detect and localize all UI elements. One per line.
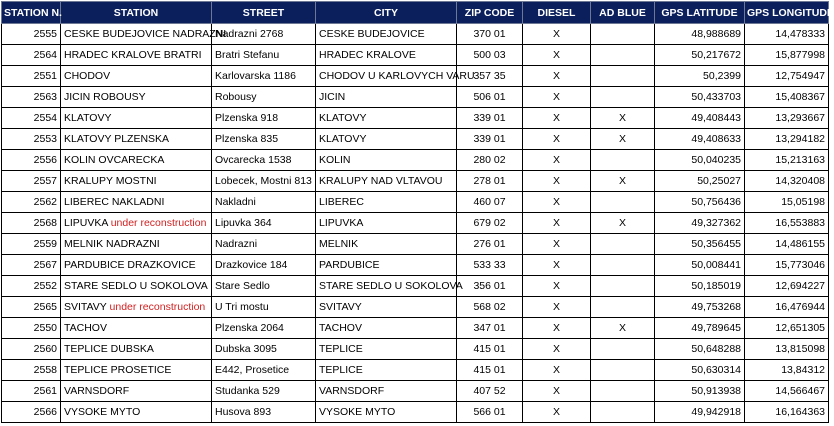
cell-adblue[interactable] xyxy=(591,297,655,318)
cell-street[interactable]: Lipuvka 364 xyxy=(212,213,316,234)
header-row xyxy=(2,2,829,24)
header-adblue[interactable]: AD BLUE xyxy=(591,2,655,24)
station-name: TEPLICE PROSETICE xyxy=(64,364,172,376)
cell-station[interactable] xyxy=(61,129,212,150)
cell-station-no[interactable]: 2568 xyxy=(2,213,61,234)
cell-city[interactable]: PARDUBICE xyxy=(316,255,457,276)
cell-adblue[interactable] xyxy=(591,150,655,171)
cell-adblue[interactable]: X xyxy=(591,213,655,234)
cell-gps-latitude[interactable]: 49,753268 xyxy=(655,297,745,318)
cell-zip[interactable]: 339 01 xyxy=(457,129,523,150)
cell-station[interactable] xyxy=(61,234,212,255)
cell-city[interactable]: TACHOV xyxy=(316,318,457,339)
table-row xyxy=(2,381,829,402)
cell-city[interactable]: KRALUPY NAD VLTAVOU xyxy=(316,171,457,192)
station-name: STARE SEDLO U SOKOLOVA xyxy=(64,280,208,292)
cell-gps-latitude[interactable]: 49,408443 xyxy=(655,108,745,129)
cell-diesel[interactable]: X xyxy=(523,318,591,339)
cell-diesel[interactable]: X xyxy=(523,276,591,297)
cell-city[interactable]: JICIN xyxy=(316,87,457,108)
cell-street[interactable]: Husova 893 xyxy=(212,402,316,423)
cell-city[interactable]: MELNIK xyxy=(316,234,457,255)
cell-diesel[interactable]: X xyxy=(523,66,591,87)
cell-gps-longitude[interactable]: 13,84312 xyxy=(745,360,829,381)
cell-station[interactable] xyxy=(61,45,212,66)
cell-station-no[interactable]: 2562 xyxy=(2,192,61,213)
cell-diesel[interactable]: X xyxy=(523,192,591,213)
cell-gps-longitude[interactable]: 15,877998 xyxy=(745,45,829,66)
station-name: KRALUPY MOSTNI xyxy=(64,175,157,187)
cell-diesel[interactable]: X xyxy=(523,129,591,150)
station-name: TEPLICE DUBSKA xyxy=(64,343,154,355)
cell-gps-latitude[interactable]: 49,942918 xyxy=(655,402,745,423)
cell-street[interactable]: Bratri Stefanu xyxy=(212,45,316,66)
station-name: SVITAVY xyxy=(64,301,107,313)
cell-station[interactable] xyxy=(61,108,212,129)
station-name: KLATOVY xyxy=(64,112,112,124)
header-gps-longitude[interactable]: GPS LONGITUDE xyxy=(745,2,829,24)
cell-zip[interactable]: 357 35 xyxy=(457,66,523,87)
table-row xyxy=(2,234,829,255)
cell-gps-latitude[interactable]: 49,408633 xyxy=(655,129,745,150)
cell-street[interactable]: Nadrazni 2768 xyxy=(212,24,316,45)
cell-adblue[interactable] xyxy=(591,234,655,255)
cell-street[interactable]: Studanka 529 xyxy=(212,381,316,402)
table-row xyxy=(2,87,829,108)
cell-zip[interactable]: 566 01 xyxy=(457,402,523,423)
station-name: CESKE BUDEJOVICE NADRAZNI xyxy=(64,28,227,40)
cell-adblue[interactable] xyxy=(591,360,655,381)
cell-gps-longitude[interactable]: 15,773046 xyxy=(745,255,829,276)
cell-adblue[interactable] xyxy=(591,381,655,402)
cell-station-no[interactable]: 2557 xyxy=(2,171,61,192)
cell-station-no[interactable]: 2567 xyxy=(2,255,61,276)
cell-city[interactable]: LIPUVKA xyxy=(316,213,457,234)
cell-gps-latitude[interactable]: 50,356455 xyxy=(655,234,745,255)
cell-street[interactable]: Robousy xyxy=(212,87,316,108)
station-name: PARDUBICE DRAZKOVICE xyxy=(64,259,196,271)
cell-gps-longitude[interactable]: 14,566467 xyxy=(745,381,829,402)
cell-diesel[interactable]: X xyxy=(523,381,591,402)
cell-gps-longitude[interactable]: 12,754947 xyxy=(745,66,829,87)
cell-adblue[interactable] xyxy=(591,339,655,360)
cell-gps-latitude[interactable]: 50,25027 xyxy=(655,171,745,192)
cell-zip[interactable]: 506 01 xyxy=(457,87,523,108)
header-station[interactable]: STATION xyxy=(61,2,212,24)
station-name: LIBEREC NAKLADNI xyxy=(64,196,165,208)
station-name: VYSOKE MYTO xyxy=(64,406,141,418)
cell-diesel[interactable]: X xyxy=(523,297,591,318)
table-row xyxy=(2,339,829,360)
header-street[interactable]: STREET xyxy=(212,2,316,24)
cell-gps-latitude[interactable]: 50,648288 xyxy=(655,339,745,360)
table-row xyxy=(2,402,829,423)
cell-station[interactable] xyxy=(61,402,212,423)
cell-station-no[interactable]: 2563 xyxy=(2,87,61,108)
cell-zip[interactable]: 356 01 xyxy=(457,276,523,297)
cell-station[interactable] xyxy=(61,192,212,213)
cell-street[interactable]: U Tri mostu xyxy=(212,297,316,318)
cell-zip[interactable]: 370 01 xyxy=(457,24,523,45)
cell-gps-longitude[interactable]: 13,293667 xyxy=(745,108,829,129)
station-name: HRADEC KRALOVE BRATRI xyxy=(64,49,202,61)
cell-gps-longitude[interactable]: 16,476944 xyxy=(745,297,829,318)
cell-station-no[interactable]: 2566 xyxy=(2,402,61,423)
cell-zip[interactable]: 280 02 xyxy=(457,150,523,171)
cell-city[interactable]: KLATOVY xyxy=(316,108,457,129)
cell-city[interactable]: HRADEC KRALOVE xyxy=(316,45,457,66)
table-row xyxy=(2,150,829,171)
cell-zip[interactable]: 568 02 xyxy=(457,297,523,318)
cell-station[interactable] xyxy=(61,150,212,171)
cell-street[interactable]: Lobecek, Mostni 813 xyxy=(212,171,316,192)
cell-station[interactable] xyxy=(61,87,212,108)
cell-street[interactable]: Plzenska 2064 xyxy=(212,318,316,339)
cell-zip[interactable]: 415 01 xyxy=(457,360,523,381)
cell-station-no[interactable]: 2559 xyxy=(2,234,61,255)
cell-gps-longitude[interactable]: 13,294182 xyxy=(745,129,829,150)
cell-adblue[interactable] xyxy=(591,192,655,213)
cell-station[interactable] xyxy=(61,276,212,297)
table-row xyxy=(2,318,829,339)
cell-station-no[interactable]: 2555 xyxy=(2,24,61,45)
cell-zip[interactable]: 500 03 xyxy=(457,45,523,66)
cell-station-no[interactable]: 2565 xyxy=(2,297,61,318)
cell-gps-latitude[interactable]: 50,217672 xyxy=(655,45,745,66)
cell-station[interactable] xyxy=(61,66,212,87)
cell-station-no[interactable]: 2556 xyxy=(2,150,61,171)
cell-zip[interactable]: 276 01 xyxy=(457,234,523,255)
cell-station-no[interactable]: 2554 xyxy=(2,108,61,129)
cell-gps-longitude[interactable]: 12,651305 xyxy=(745,318,829,339)
cell-station[interactable] xyxy=(61,297,212,318)
header-city[interactable]: CITY xyxy=(316,2,457,24)
cell-gps-latitude[interactable]: 50,756436 xyxy=(655,192,745,213)
cell-city[interactable]: CHODOV U KARLOVYCH VARU xyxy=(316,66,457,87)
header-zip[interactable]: ZIP CODE xyxy=(457,2,523,24)
cell-station[interactable] xyxy=(61,381,212,402)
cell-gps-latitude[interactable]: 50,913938 xyxy=(655,381,745,402)
header-station-no[interactable]: STATION N. xyxy=(2,2,61,24)
cell-diesel[interactable]: X xyxy=(523,234,591,255)
cell-street[interactable]: Dubska 3095 xyxy=(212,339,316,360)
cell-gps-longitude[interactable]: 15,408367 xyxy=(745,87,829,108)
station-name: JICIN ROBOUSY xyxy=(64,91,146,103)
cell-station-no[interactable]: 2560 xyxy=(2,339,61,360)
cell-city[interactable]: LIBEREC xyxy=(316,192,457,213)
table-row xyxy=(2,66,829,87)
cell-station[interactable] xyxy=(61,255,212,276)
cell-station-no[interactable]: 2561 xyxy=(2,381,61,402)
cell-gps-latitude[interactable]: 50,433703 xyxy=(655,87,745,108)
cell-diesel[interactable]: X xyxy=(523,360,591,381)
cell-gps-latitude[interactable]: 50,185019 xyxy=(655,276,745,297)
cell-station[interactable] xyxy=(61,213,212,234)
cell-diesel[interactable]: X xyxy=(523,24,591,45)
cell-gps-longitude[interactable]: 13,815098 xyxy=(745,339,829,360)
table-row xyxy=(2,213,829,234)
table-row xyxy=(2,24,829,45)
cell-gps-latitude[interactable]: 49,789645 xyxy=(655,318,745,339)
table-row xyxy=(2,360,829,381)
cell-street[interactable]: Plzenska 835 xyxy=(212,129,316,150)
station-name: TACHOV xyxy=(64,322,107,334)
table-row xyxy=(2,192,829,213)
cell-diesel[interactable]: X xyxy=(523,402,591,423)
cell-street[interactable]: Nadrazni xyxy=(212,234,316,255)
cell-adblue[interactable]: X xyxy=(591,108,655,129)
cell-city[interactable]: TEPLICE xyxy=(316,339,457,360)
cell-diesel[interactable]: X xyxy=(523,213,591,234)
stations-table xyxy=(1,1,834,423)
cell-city[interactable]: KOLIN xyxy=(316,150,457,171)
cell-street[interactable]: Drazkovice 184 xyxy=(212,255,316,276)
cell-city[interactable]: CESKE BUDEJOVICE xyxy=(316,24,457,45)
cell-gps-longitude[interactable]: 12,694227 xyxy=(745,276,829,297)
cell-adblue[interactable] xyxy=(591,276,655,297)
table-row xyxy=(2,171,829,192)
cell-street[interactable]: Karlovarska 1186 xyxy=(212,66,316,87)
header-diesel[interactable]: DIESEL xyxy=(523,2,591,24)
cell-adblue[interactable] xyxy=(591,24,655,45)
cell-street[interactable]: Stare Sedlo xyxy=(212,276,316,297)
table-row xyxy=(2,297,829,318)
cell-diesel[interactable]: X xyxy=(523,45,591,66)
cell-street[interactable]: Nakladni xyxy=(212,192,316,213)
station-name: CHODOV xyxy=(64,70,111,82)
cell-adblue[interactable] xyxy=(591,402,655,423)
cell-street[interactable]: E442, Prosetice xyxy=(212,360,316,381)
cell-gps-latitude[interactable]: 50,2399 xyxy=(655,66,745,87)
cell-gps-longitude[interactable]: 15,213163 xyxy=(745,150,829,171)
table-body xyxy=(2,24,829,423)
cell-gps-longitude[interactable]: 14,486155 xyxy=(745,234,829,255)
cell-zip[interactable]: 347 01 xyxy=(457,318,523,339)
cell-station-no[interactable]: 2552 xyxy=(2,276,61,297)
cell-street[interactable]: Plzenska 918 xyxy=(212,108,316,129)
cell-zip[interactable]: 460 07 xyxy=(457,192,523,213)
cell-city[interactable]: TEPLICE xyxy=(316,360,457,381)
cell-station-no[interactable]: 2558 xyxy=(2,360,61,381)
cell-adblue[interactable] xyxy=(591,255,655,276)
cell-diesel[interactable]: X xyxy=(523,150,591,171)
cell-gps-latitude[interactable]: 50,008441 xyxy=(655,255,745,276)
cell-zip[interactable]: 407 52 xyxy=(457,381,523,402)
cell-diesel[interactable]: X xyxy=(523,171,591,192)
cell-zip[interactable]: 339 01 xyxy=(457,108,523,129)
cell-city[interactable]: VYSOKE MYTO xyxy=(316,402,457,423)
cell-street[interactable]: Ovcarecka 1538 xyxy=(212,150,316,171)
cell-station-no[interactable]: 2553 xyxy=(2,129,61,150)
cell-city[interactable]: VARNSDORF xyxy=(316,381,457,402)
station-name: KLATOVY PLZENSKA xyxy=(64,133,170,145)
station-name: VARNSDORF xyxy=(64,385,130,397)
table-row xyxy=(2,108,829,129)
cell-station[interactable] xyxy=(61,318,212,339)
cell-gps-longitude[interactable]: 14,320408 xyxy=(745,171,829,192)
cell-diesel[interactable]: X xyxy=(523,87,591,108)
table-row xyxy=(2,255,829,276)
cell-station-no[interactable]: 2550 xyxy=(2,318,61,339)
cell-station-no[interactable]: 2564 xyxy=(2,45,61,66)
cell-gps-latitude[interactable]: 50,040235 xyxy=(655,150,745,171)
cell-adblue[interactable] xyxy=(591,87,655,108)
cell-gps-longitude[interactable]: 16,553883 xyxy=(745,213,829,234)
cell-adblue[interactable] xyxy=(591,66,655,87)
cell-gps-longitude[interactable]: 15,05198 xyxy=(745,192,829,213)
cell-diesel[interactable]: X xyxy=(523,108,591,129)
cell-adblue[interactable]: X xyxy=(591,171,655,192)
cell-zip[interactable]: 415 01 xyxy=(457,339,523,360)
table-row xyxy=(2,45,829,66)
cell-gps-latitude[interactable]: 50,630314 xyxy=(655,360,745,381)
cell-city[interactable]: KLATOVY xyxy=(316,129,457,150)
cell-station[interactable] xyxy=(61,24,227,45)
cell-city[interactable]: SVITAVY xyxy=(316,297,457,318)
cell-station[interactable] xyxy=(61,339,212,360)
cell-diesel[interactable]: X xyxy=(523,339,591,360)
station-name: MELNIK NADRAZNI xyxy=(64,238,160,250)
table-row xyxy=(2,129,829,150)
cell-adblue[interactable]: X xyxy=(591,129,655,150)
cell-station[interactable] xyxy=(61,171,212,192)
reconstruction-note: under reconstruction xyxy=(110,217,207,229)
cell-gps-longitude[interactable]: 14,478333 xyxy=(745,24,829,45)
reconstruction-note: under reconstruction xyxy=(109,301,206,313)
cell-zip[interactable]: 278 01 xyxy=(457,171,523,192)
cell-city[interactable]: STARE SEDLO U SOKOLOVA xyxy=(316,276,457,297)
cell-zip[interactable]: 533 33 xyxy=(457,255,523,276)
table-row xyxy=(2,276,829,297)
station-name: LIPUVKA xyxy=(64,217,108,229)
cell-gps-longitude[interactable]: 16,164363 xyxy=(745,402,829,423)
cell-gps-latitude[interactable]: 48,988689 xyxy=(655,24,745,45)
header-gps-latitude[interactable]: GPS LATITUDE xyxy=(655,2,745,24)
cell-adblue[interactable]: X xyxy=(591,318,655,339)
station-name: KOLIN OVCARECKA xyxy=(64,154,165,166)
cell-diesel[interactable]: X xyxy=(523,255,591,276)
cell-station-no[interactable]: 2551 xyxy=(2,66,61,87)
cell-adblue[interactable] xyxy=(591,45,655,66)
cell-station[interactable] xyxy=(61,360,212,381)
cell-zip[interactable]: 679 02 xyxy=(457,213,523,234)
cell-gps-latitude[interactable]: 49,327362 xyxy=(655,213,745,234)
